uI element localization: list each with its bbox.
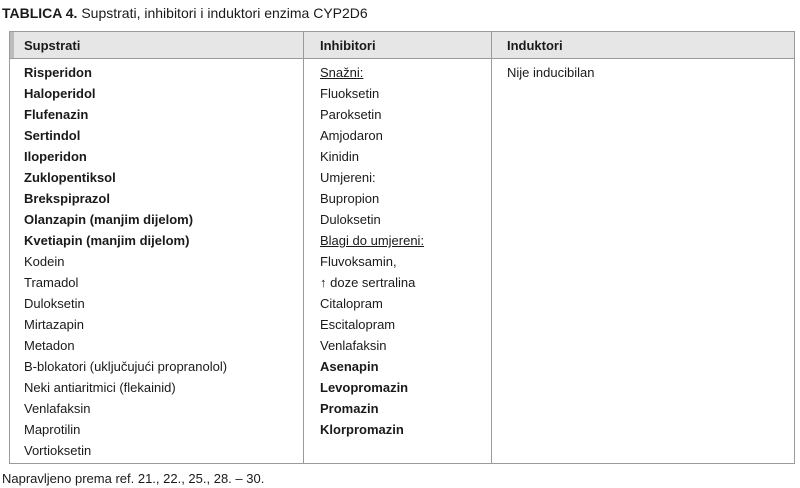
supstrat-item: Venlafaksin — [24, 401, 91, 416]
table-caption-label: TABLICA 4. — [2, 5, 78, 21]
inhibitor-item: Duloksetin — [320, 212, 381, 227]
inhibitor-item: Promazin — [320, 401, 379, 416]
table-caption — [2, 4, 368, 22]
header-induktori: Induktori — [507, 38, 563, 53]
inhibitor-item: Fluvoksamin, — [320, 254, 397, 269]
inhibitor-item: Paroksetin — [320, 107, 382, 122]
inhibitor-item: Venlafaksin — [320, 338, 387, 353]
header-inhibitori: Inhibitori — [320, 38, 376, 53]
inhibitor-item: Snažni: — [320, 65, 364, 80]
inhibitori-list — [320, 65, 424, 443]
induktor-item: Nije inducibilan — [507, 65, 595, 80]
header-supstrati: Supstrati — [24, 38, 81, 53]
supstrat-item: Risperidon — [24, 65, 92, 80]
inhibitor-item: Levopromazin — [320, 380, 409, 395]
supstrat-item: Iloperidon — [24, 149, 87, 164]
inhibitor-item: Kinidin — [320, 149, 360, 164]
induktori-list — [507, 65, 594, 86]
table-footnote: Napravljeno prema ref. 21., 22., 25., 28. – 30. — [2, 471, 265, 486]
inhibitor-item: Escitalopram — [320, 317, 396, 332]
supstrati-list — [24, 65, 227, 464]
cyp2d6-table — [9, 31, 795, 464]
table-header-row — [10, 32, 794, 59]
supstrat-item: Brekspiprazol — [24, 191, 110, 206]
supstrat-item: Metadon — [24, 338, 75, 353]
inhibitor-item: Bupropion — [320, 191, 380, 206]
inhibitor-item: Umjereni: — [320, 170, 376, 185]
supstrat-item: Flufenazin — [24, 107, 89, 122]
supstrat-item: Vortioksetin — [24, 443, 92, 458]
supstrat-item: Duloksetin — [24, 296, 85, 311]
inhibitor-item: Klorpromazin — [320, 422, 404, 437]
supstrat-item: B-blokatori (uključujući propranolol) — [24, 359, 228, 374]
supstrat-item: Kodein — [24, 254, 65, 269]
header-left-accent — [10, 32, 14, 58]
inhibitor-item: ↑ doze sertralina — [320, 275, 416, 290]
supstrat-item: Olanzapin (manjim dijelom) — [24, 212, 194, 227]
table-caption-text: Supstrati, inhibitori i induktori enzima CYP2D6 — [81, 5, 368, 21]
inhibitor-item: Fluoksetin — [320, 86, 380, 101]
column-divider-1 — [303, 32, 304, 463]
inhibitor-item: Amjodaron — [320, 128, 383, 143]
inhibitor-item: Asenapin — [320, 359, 379, 374]
supstrat-item: Zuklopentiksol — [24, 170, 116, 185]
column-divider-2 — [491, 32, 492, 463]
supstrat-item: Kvetiapin (manjim dijelom) — [24, 233, 190, 248]
inhibitor-item: Blagi do umjereni: — [320, 233, 425, 248]
supstrat-item: Sertindol — [24, 128, 81, 143]
supstrat-item: Mirtazapin — [24, 317, 84, 332]
inhibitor-item: Citalopram — [320, 296, 383, 311]
supstrat-item: Tramadol — [24, 275, 79, 290]
supstrat-item: Haloperidol — [24, 86, 96, 101]
supstrat-item: Neki antiaritmici (flekainid) — [24, 380, 176, 395]
supstrat-item: Maprotilin — [24, 422, 81, 437]
